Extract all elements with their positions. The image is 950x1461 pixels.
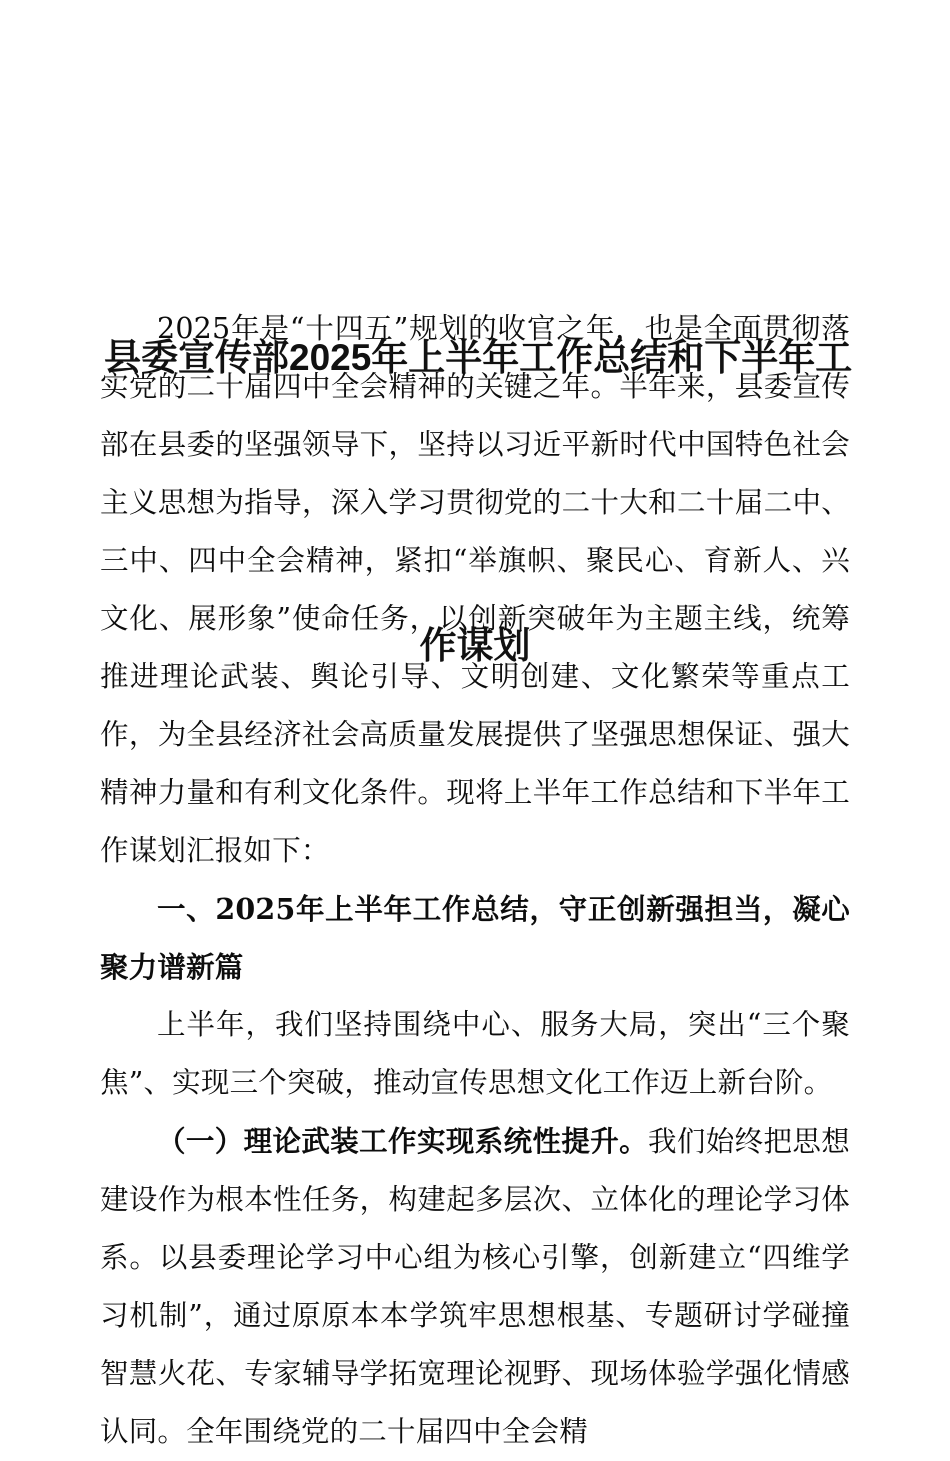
section-heading-one: 一、2025年上半年工作总结，守正创新强担当，凝心聚力谱新篇 bbox=[100, 892, 850, 984]
paragraph-subsection-one bbox=[100, 1112, 850, 1461]
document-body bbox=[100, 300, 853, 1461]
document-title-line-1: 县委宣传部2025年上半年工作总结和下半年工 bbox=[104, 337, 853, 378]
document-title-line-2: 作谋划 bbox=[419, 625, 531, 666]
subsection-one-lead: （一）理论武装工作实现系统性提升。 bbox=[157, 1124, 648, 1158]
subsection-one-text: 我们始终把思想建设作为根本性任务，构建起多层次、立体化的理论学习体系。以县委理论学习中心组为核心引擎，创新建立“四维学习机制”，通过原原本本学筑牢思想根基、专题研讨学碰撞智慧火花、专家辅导学拓宽理论视野、现场体验学强化情感认同。全年围绕党的二十届四中全会精 bbox=[100, 1125, 850, 1448]
paragraph-intro: 2025年是“十四五”规划的收官之年，也是全面贯彻落实党的二十届四中全会精神的关键之年。半年来，县委宣传部在县委的坚强领导下，坚持以习近平新时代中国特色社会主义思想为指导，深入学习贯彻党的二十大和二十届二中、三中、四中全会精神，紧扣“举旗帜、聚民心、育新人、兴文化、展形象”使命任务，以创新突破年为主题主线，统筹推进理论武装、舆论引导、文明创建、文化繁荣等重点工作，为全县经济社会高质量发展提供了坚强思想保证、强大精神力量和有利文化条件。现将上半年工作总结和下半年工作谋划汇报如下： bbox=[100, 312, 850, 867]
paragraph-section-one-intro: 上半年，我们坚持围绕中心、服务大局，突出“三个聚焦”、实现三个突破，推动宣传思想文化工作迈上新台阶。 bbox=[100, 1008, 850, 1099]
